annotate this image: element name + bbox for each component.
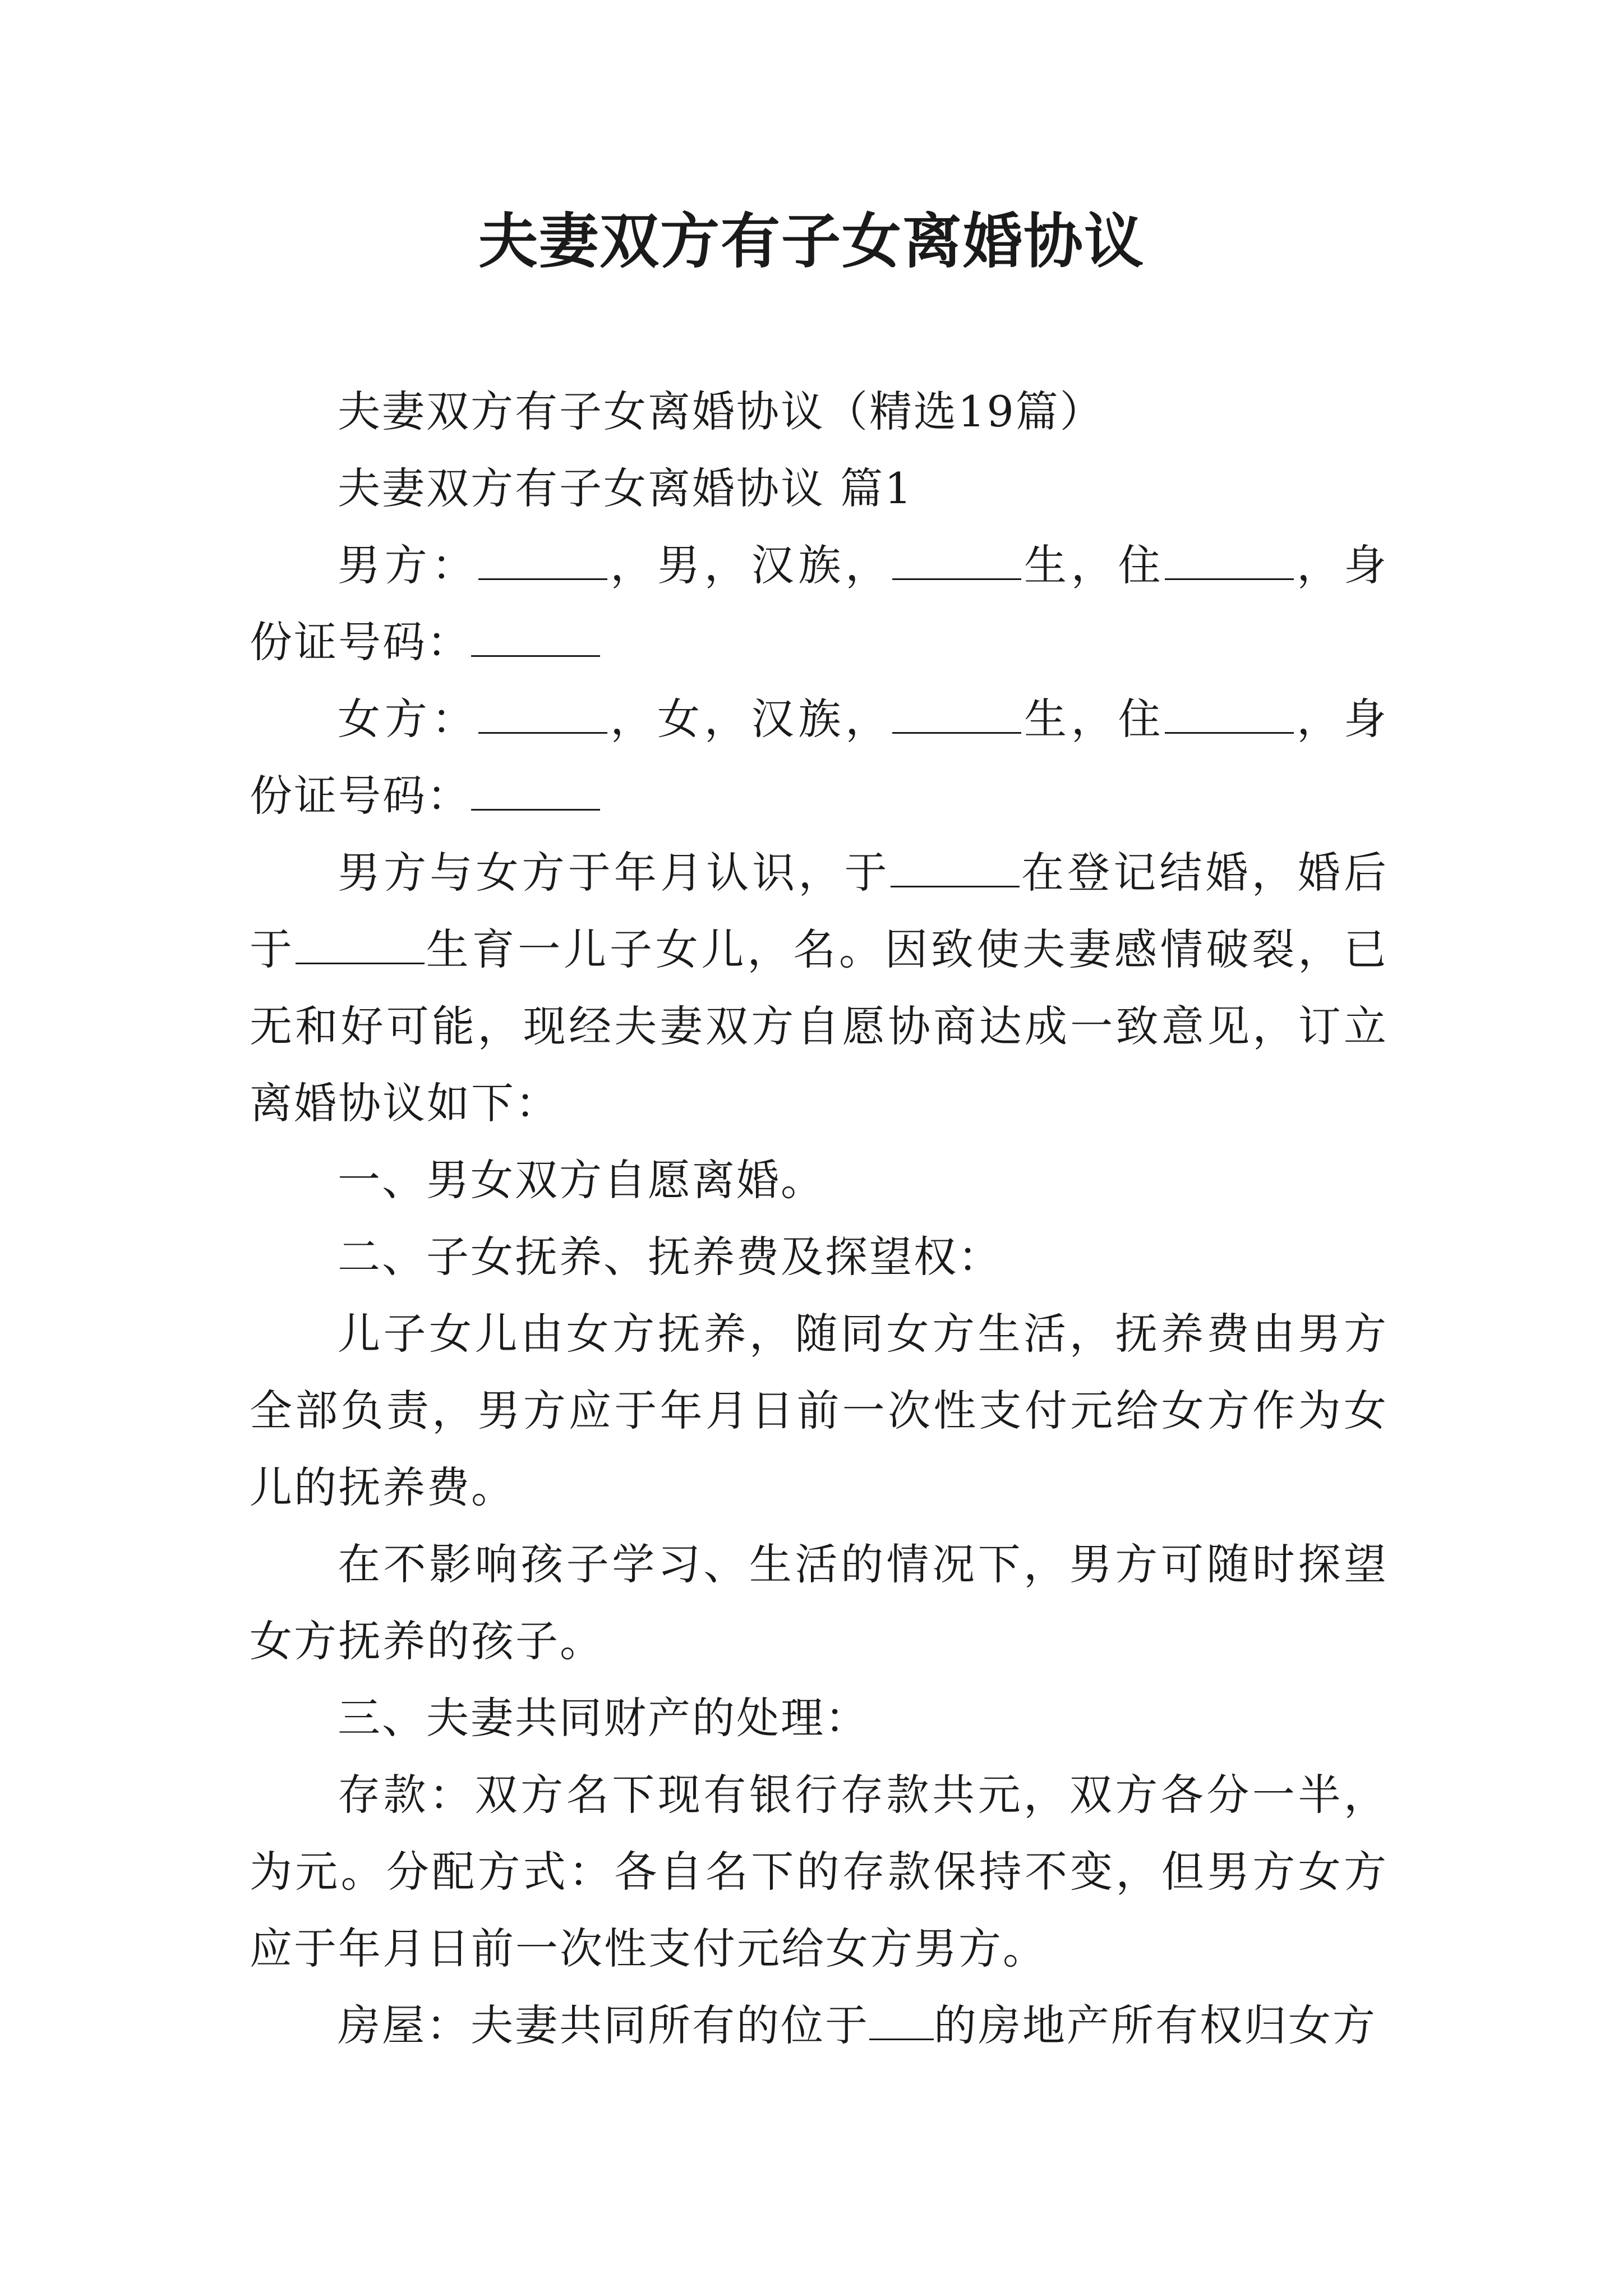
female-party-label: 女方： [338, 694, 479, 744]
male-party-text-2: 生，住 [1021, 540, 1165, 590]
female-id-blank [471, 773, 600, 811]
house-text-1: 房屋：夫妻共同所有的位于 [338, 2000, 869, 2050]
clause-2-heading: 二、子女抚养、抚养费及探望权： [338, 1232, 1002, 1282]
male-name-blank [478, 542, 607, 580]
clause-3-savings: 存款：双方名下现有银行存款共元，双方各分一半，为元。分配方式：各自名下的存款保持不变，但男方女方应于年月日前一次性支付元给女方男方。 [250, 1770, 1388, 1973]
document-title: 夫妻双方有子女离婚协议 [478, 206, 1145, 276]
clause-2-custody: 儿子女儿由女方抚养，随同女方生活，抚养费由男方全部负责，男方应于年月日前一次性支付元给女方作为女儿的抚养费。 [250, 1309, 1388, 1512]
male-party-info [250, 527, 1388, 680]
male-birth-blank [892, 542, 1021, 580]
document-subtitle: 夫妻双方有子女离婚协议（精选19篇） [338, 386, 1104, 436]
section-heading: 夫妻双方有子女离婚协议 篇1 [338, 463, 914, 513]
female-party-text-1: ，女，汉族， [607, 694, 893, 744]
marriage-date-blank [891, 850, 1020, 887]
intro-paragraph [250, 834, 1388, 1142]
female-address-blank [1165, 696, 1294, 734]
male-party-label: 男方： [338, 540, 479, 590]
female-party-info [250, 680, 1388, 834]
document-body [250, 373, 1388, 2064]
female-name-blank [478, 696, 607, 734]
intro-text-1: 男方与女方于年月认识，于 [338, 848, 891, 898]
clause-3-heading: 三、夫妻共同财产的处理： [338, 1693, 869, 1743]
house-text-2: 的房地产所有权归女方 [934, 2000, 1377, 2050]
intro-text-3: 生育一儿子女儿，名。因致使夫妻感情破裂，已无和好可能，现经夫妻双方自愿协商达成一致意见，订立离婚协议如下： [250, 924, 1389, 1128]
child-birth-blank [296, 927, 425, 964]
house-location-blank [869, 2003, 934, 2040]
clause-3-house [250, 1987, 1388, 2064]
male-party-text-1: ，男，汉族， [607, 540, 893, 590]
female-party-text-3: ，身份证号码： [250, 694, 1388, 821]
male-id-blank [471, 619, 600, 657]
female-party-text-2: 生，住 [1021, 694, 1165, 744]
intro-text-2: 在登记结婚，婚后于 [250, 848, 1389, 974]
clause-2-visitation: 在不影响孩子学习、生活的情况下，男方可随时探望女方抚养的孩子。 [250, 1539, 1388, 1666]
male-address-blank [1165, 542, 1294, 580]
male-party-text-3: ，身份证号码： [250, 540, 1388, 667]
clause-1: 一、男女双方自愿离婚。 [338, 1155, 825, 1205]
female-birth-blank [892, 696, 1021, 734]
